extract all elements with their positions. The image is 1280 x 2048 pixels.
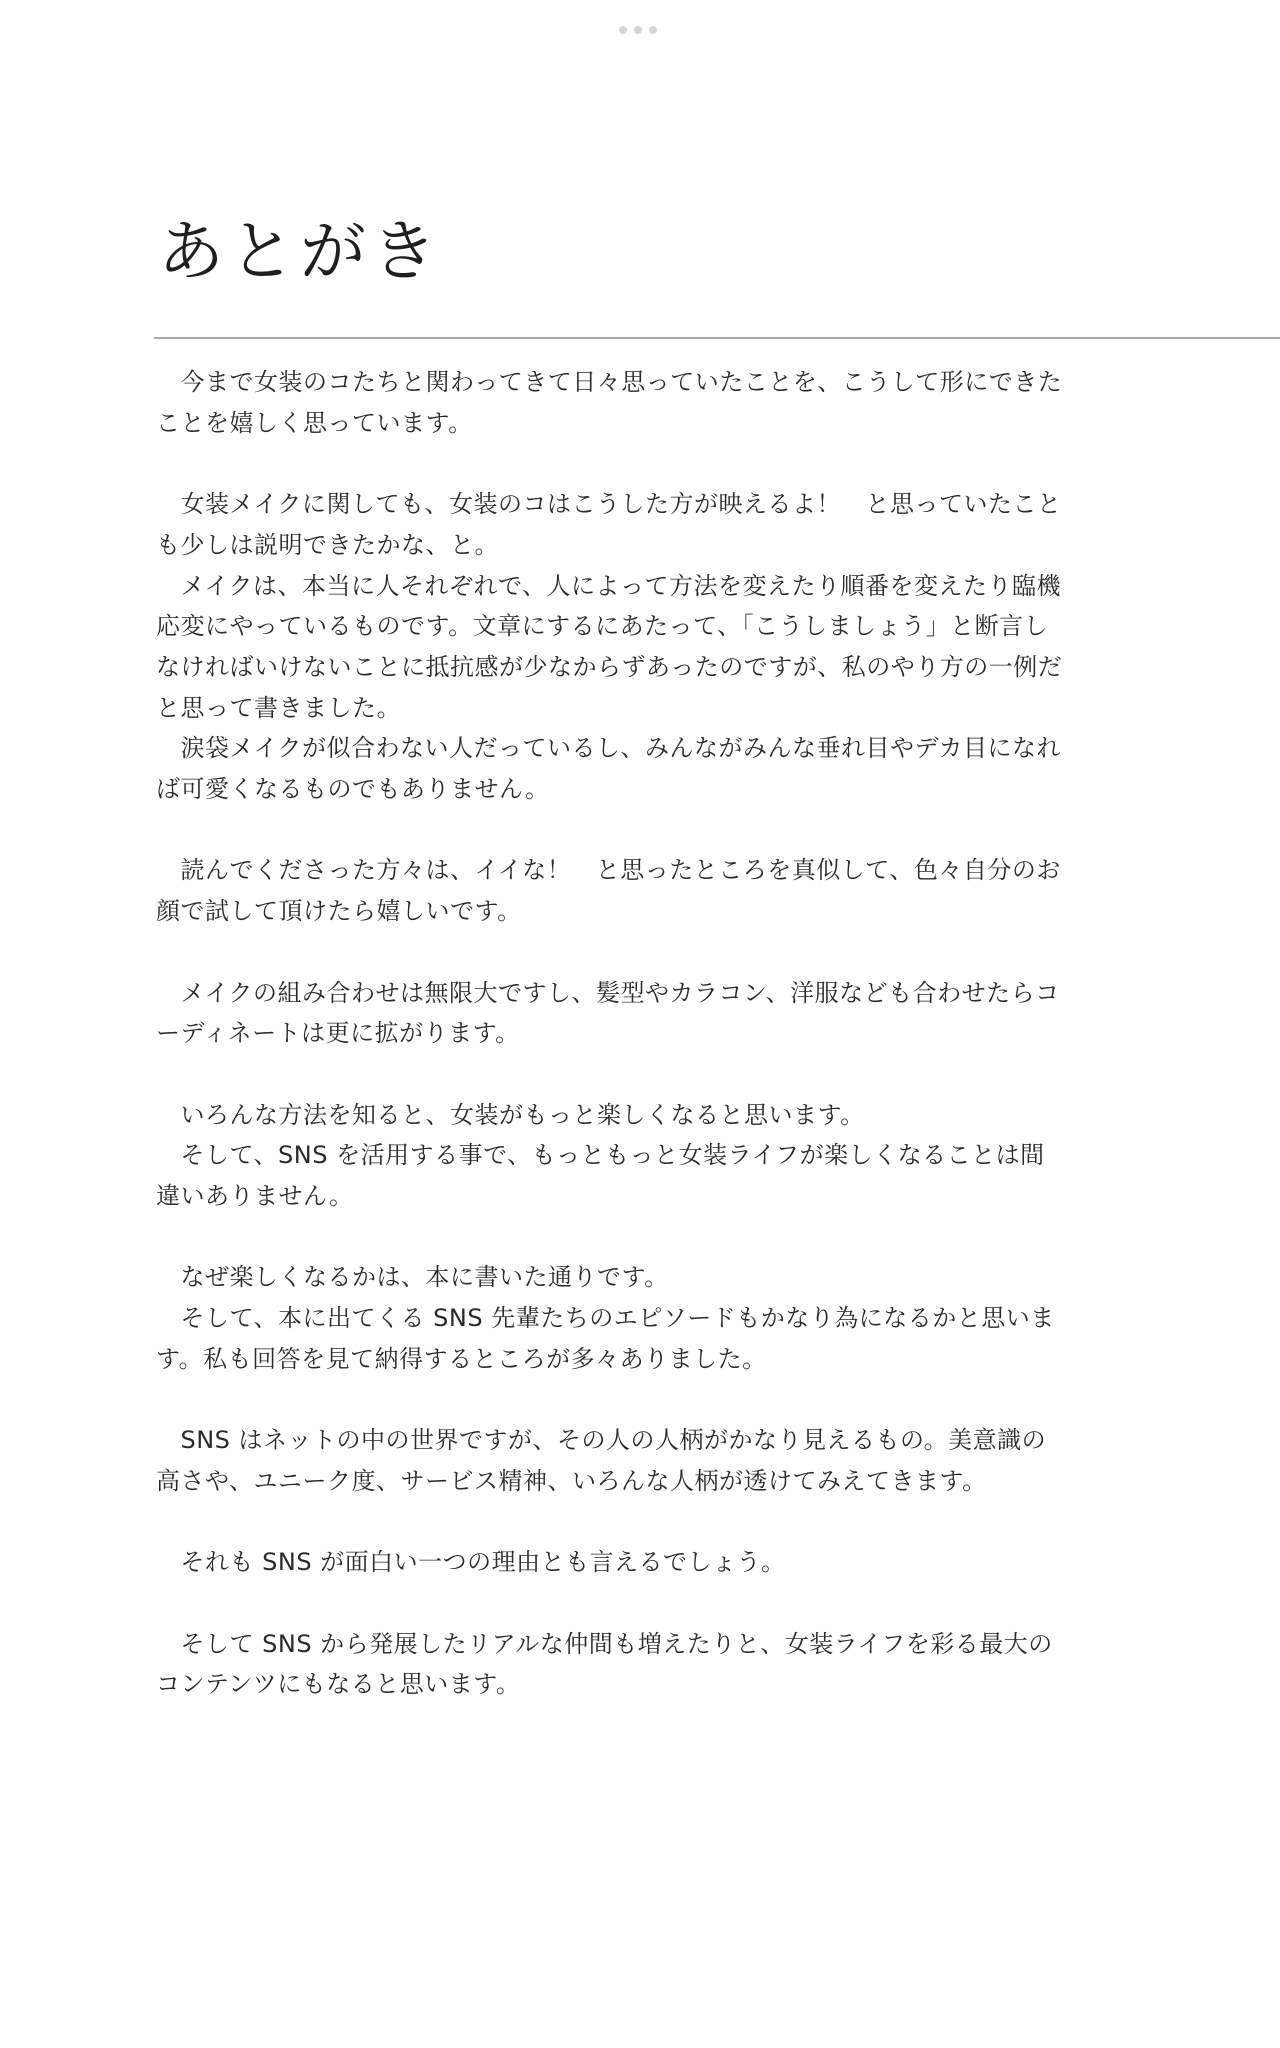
paragraph: 女装メイクに関しても、女装のコはこうした方が映えるよ！ と思っていたこと も少しは説明できたかな、と。 xyxy=(156,490,1062,559)
paragraph-gap xyxy=(156,443,1116,484)
paragraph: そして SNS から発展したリアルな仲間も増えたりと、女装ライフを彩る最大の コンテンツにもなると思います。 xyxy=(156,1629,1053,1699)
paragraph: メイクは、本当に人それぞれで、人によって方法を変えたり順番を変えたり臨機 応変にやっているものです。文章にするにあたって、「こうしましょう」と断言し なければいけないことに抵抗感が少なからずあったのですが、私のやり方の一例だ と思って書きました。 xyxy=(156,571,1063,722)
paragraph: 今まで女装のコたちと関わってきて日々思っていたことを、こうして形にできた ことを嬉しく思っています。 xyxy=(156,368,1063,437)
paragraph-gap xyxy=(156,1217,1116,1258)
dot xyxy=(619,26,627,34)
paragraph: 涙袋メイクが似合わない人だっているし、みんながみんな垂れ目やデカ目になれ ば可愛くなるものでもありません。 xyxy=(156,734,1062,804)
dot xyxy=(634,26,642,34)
page-title: あとがき xyxy=(158,213,442,290)
paragraph: メイクの組み合わせは無限大ですし、髪型やカラコン、洋服なども合わせたらコ ーディネートは更に拡がります。 xyxy=(156,978,1060,1048)
paragraph-gap xyxy=(156,1583,1116,1624)
dot xyxy=(649,26,657,34)
paragraph: なぜ楽しくなるかは、本に書いた通りです。 xyxy=(156,1263,669,1292)
afterword-body xyxy=(156,362,1116,1705)
paragraph-gap xyxy=(156,1502,1116,1543)
paragraph: SNS はネットの中の世界ですが、その人の人柄がかなり見えるもの。美意識の 高さや、ユニーク度、サービス精神、いろんな人柄が透けてみえてきます。 xyxy=(156,1426,1047,1495)
paragraph: そして、SNS を活用する事で、もっともっと女装ライフが楽しくなることは間 違いありません。 xyxy=(156,1141,1045,1210)
paragraph-gap xyxy=(156,1054,1116,1095)
paragraph-gap xyxy=(156,1380,1116,1421)
page-indicator-dots xyxy=(619,26,657,34)
paragraph: いろんな方法を知ると、女装がもっと楽しくなると思います。 xyxy=(156,1100,865,1129)
paragraph-gap xyxy=(156,810,1116,851)
paragraph-gap xyxy=(156,932,1116,973)
title-divider xyxy=(154,337,1280,339)
paragraph: そして、本に出てくる SNS 先輩たちのエピソードもかなり為になるかと思いま す。私も回答を見て納得するところが多々ありました。 xyxy=(156,1304,1055,1373)
paragraph: 読んでくださった方々は、イイな！ と思ったところを真似して、色々自分のお 顔で試して頂けたら嬉しいです。 xyxy=(156,856,1061,926)
paragraph: それも SNS が面白い一つの理由とも言えるでしょう。 xyxy=(156,1548,786,1577)
